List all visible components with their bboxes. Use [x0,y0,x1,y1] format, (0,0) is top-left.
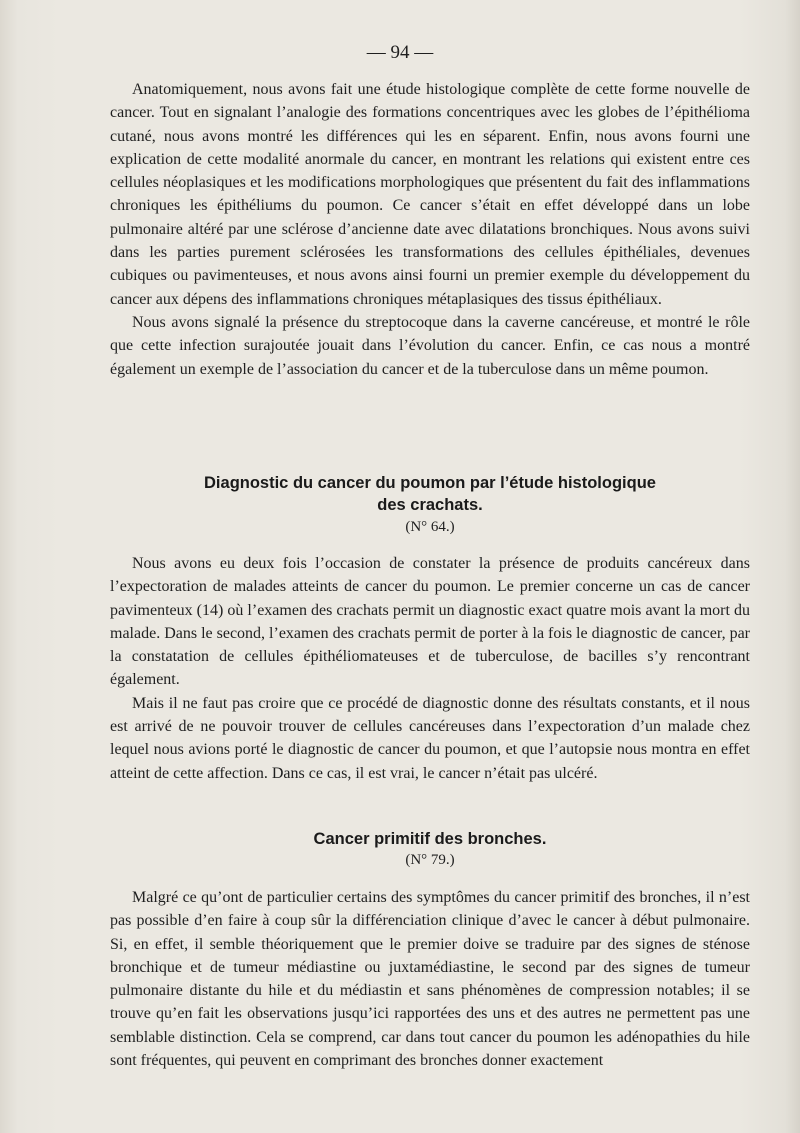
section-bronchi-text [110,886,750,1072]
section-diagnostic-text [110,552,750,785]
section-reference: (N° 64.) [405,519,455,535]
paragraph: Mais il ne faut pas croire que ce procédé de diagnostic donne des résultats constants, et il nous est arrivé de ne pouvoir trouver de cellules cancéreuses dans l’expectoration d’un malade chez lequel nous avions porté le diagnostic de cancer du poumon, et que l’autopsie nous montra en effet atteint de cette affection. Dans ce cas, il est vrai, le cancer n’était pas ulcéré. [110,694,750,782]
section-heading [110,472,750,516]
paragraph: Malgré ce qu’ont de particulier certains des symptômes du cancer primitif des bronches, il n’est pas possible d’en faire à coup sûr la différenciation clinique d’avec le cancer à début pulmonaire. Si, en effet, il semble théoriquement que le premier doive se traduire par des signes de sténose bronchique et de tumeur médiastine ou juxtamédiastine, le second par des signes de tumeur pulmonaire distante du hile et du médiastin et sans phénomènes de compression notables; il se trouve qu’en fait les observations jusqu’ici rapportées des uns et des autres ne permettent pas une semblable distinction. Cela se comprend, car dans tout cancer du poumon les adénopathies du hile sont fréquentes, qui peuvent en comprimant des bronches donner exactement [110,889,750,1070]
paragraph: Nous avons eu deux fois l’occasion de constater la présence de produits cancéreux dans l’expectoration de malades atteints de cancer du poumon. Le premier concerne un cas de cancer pavimenteux (14) où l’examen des crachats permit un diagnostic exact quatre mois avant la mort du malade. Dans le second, l’examen des crachats permit de porter à la fois le diagnostic de cancer, par la constatation de cellules épithéliomateuses et de tuberculose, de bacilles s’y rencontrant également. [110,555,750,689]
paragraph: Nous avons signalé la présence du streptocoque dans la caverne cancéreuse, et montré le rôle que cette infection surajoutée jouait dans l’évolution du cancer. Enfin, ce cas nous a montré également un exemple de l’association du cancer et de la tuberculose dans un même poumon. [110,313,750,378]
section-anatomy-text [110,78,750,381]
paragraph: Anatomiquement, nous avons fait une étude histologique complète de cette forme nouvelle de cancer. Tout en signalant l’analogie des formations concentriques avec les globes de l’épithélioma cutané, nous avons montré les différences qui les en séparent. Enfin, nous avons fourni une explication de cette modalité anormale du cancer, en montrant les relations qui existent entre ces cellules néoplasiques et les modifications morphologiques que présentent du fait des inflammations chroniques les épithéliums du poumon. Ce cancer s’était en effet développé dans un lobe pulmonaire altéré par une sclérose d’ancienne date avec dilatations bronchiques. Nous avons suivi dans les parties purement sclérosées les transformations des cellules épithéliales, devenues cubiques ou pavimenteuses, et nous avons ainsi fourni un premier exemple du développement du cancer aux dépens des inflammations chroniques métaplasiques des tissus épithéliaux. [110,81,750,308]
section-reference: (N° 79.) [405,852,455,868]
section-heading-line: Diagnostic du cancer du poumon par l’étude histologique [204,474,656,492]
section-heading-line: des crachats. [377,496,483,514]
section-heading: Cancer primitif des bronches. [313,830,547,848]
page-number: — 94 — [366,42,434,63]
